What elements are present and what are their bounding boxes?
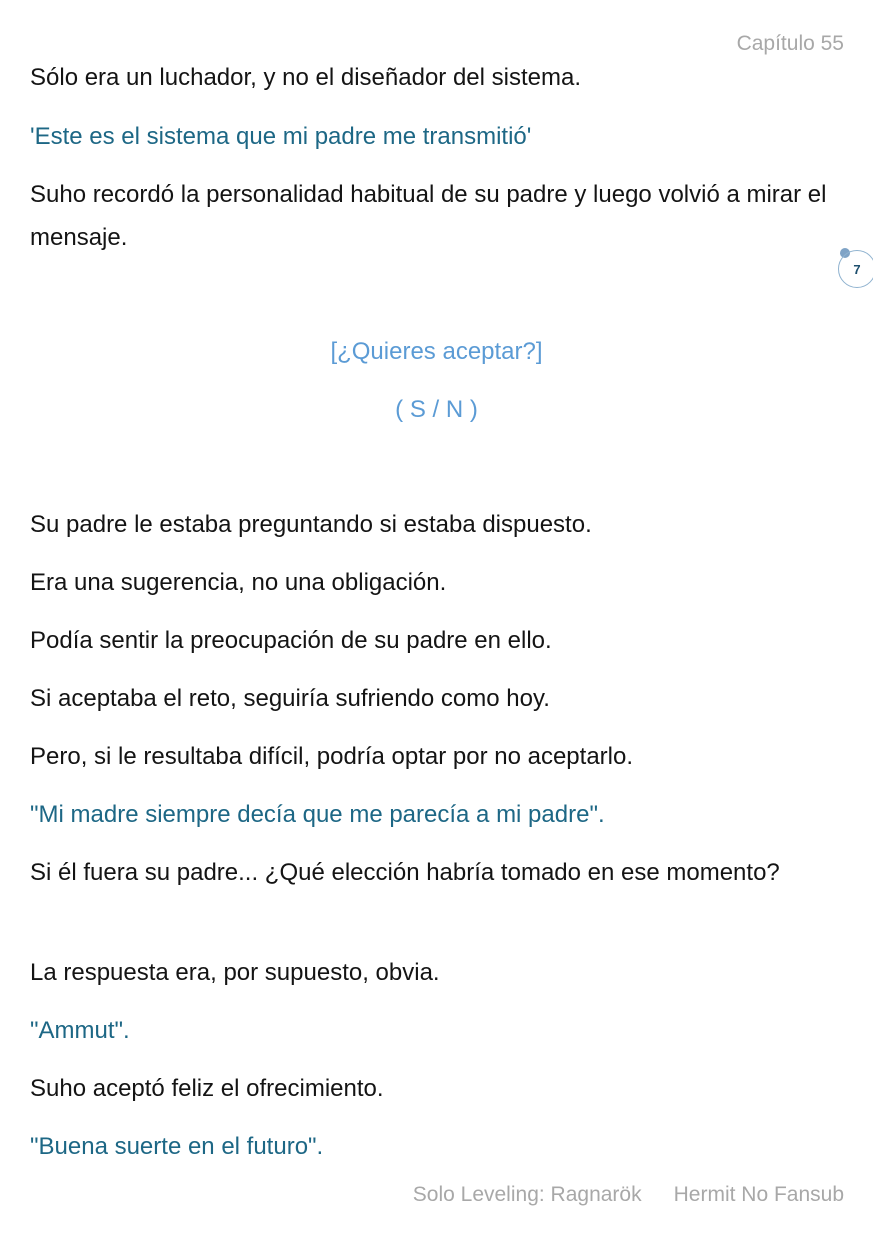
paragraph-dialogue: "Mi madre siempre decía que me parecía a mi padre". [30,801,605,828]
chapter-header: Capítulo 55 [736,32,844,55]
paragraph: Sólo era un luchador, y no el diseñador del sistema. [30,64,582,91]
paragraph: Su padre le estaba preguntando si estaba dispuesto. [30,511,592,538]
paragraph: La respuesta era, por supuesto, obvia. [30,959,440,986]
paragraph: Suho recordó la personalidad habitual de su padre y luego volvió a mirar el mensaje. [30,181,827,251]
paragraph-dialogue: "Ammut". [30,1017,130,1044]
paragraph-thought: 'Este es el sistema que mi padre me transmitió' [30,123,532,150]
paragraph: Suho aceptó feliz el ofrecimiento. [30,1075,384,1102]
paragraph: Pero, si le resultaba difícil, podría optar por no aceptarlo. [30,743,633,770]
footer-group: Hermit No Fansub [673,1183,844,1206]
paragraph-dialogue: "Buena suerte en el futuro". [30,1133,324,1160]
system-message: [¿Quieres aceptar?] [330,338,543,365]
paragraph: Era una sugerencia, no una obligación. [30,569,447,596]
footer [413,1183,844,1207]
system-message-options: ( S / N ) [395,396,478,423]
paragraph: Podía sentir la preocupación de su padre en ello. [30,627,552,654]
footer-title: Solo Leveling: Ragnarök [412,1183,642,1206]
paragraph: Si él fuera su padre... ¿Qué elección habría tomado en ese momento? [30,859,780,886]
paragraph: Si aceptaba el reto, seguiría sufriendo como hoy. [30,685,550,712]
comment-count-badge[interactable]: 7 [838,250,873,288]
